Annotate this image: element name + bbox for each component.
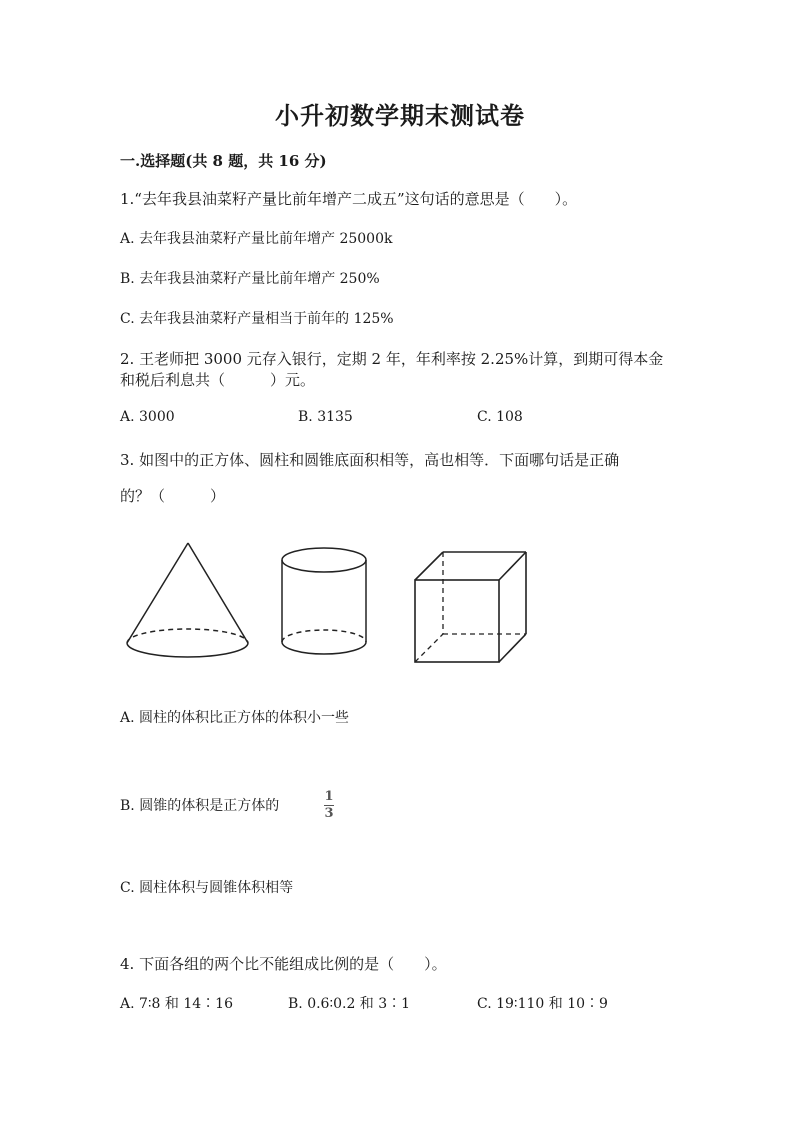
- question-3-option-a: A. 圆柱的体积比正方体的体积小一些: [120, 710, 350, 726]
- fraction-numerator: 1: [324, 789, 334, 804]
- question-2-stem-line2: 和税后利息共（ ）元。: [120, 371, 316, 389]
- question-2-option-b: B. 3135: [298, 409, 353, 425]
- fraction-one-third: [322, 790, 336, 821]
- question-3-stem-line1: 3. 如图中的正方体、圆柱和圆锥底面积相等，高也相等．下面哪句话是正确: [120, 451, 620, 469]
- question-3-option-c: C. 圆柱体积与圆锥体积相等: [120, 880, 294, 896]
- question-1-option-a: A. 去年我县油菜籽产量比前年增产 25000k: [120, 231, 393, 247]
- cylinder-figure: [275, 542, 375, 667]
- question-2-stem-line1: 2. 王老师把 3000 元存入银行，定期 2 年，年利率按 2.25%计算，到期可得本金: [120, 350, 664, 368]
- cube-figure: [408, 545, 533, 670]
- question-1-option-b: B. 去年我县油菜籽产量比前年增产 250%: [120, 271, 380, 287]
- question-3-stem-line2: 的？（ ）: [120, 487, 226, 505]
- question-4-option-a: A. 7∶8 和 14∶16: [120, 996, 233, 1012]
- page-title: 小升初数学期末测试卷: [275, 101, 525, 130]
- question-3-option-b: B. 圆锥的体积是正方体的: [120, 798, 280, 814]
- question-1-stem: 1.“去年我县油菜籽产量比前年增产二成五”这句话的意思是（ ）。: [120, 190, 578, 208]
- question-2-option-c: C. 108: [477, 409, 523, 425]
- fraction-denominator: 3: [324, 806, 334, 821]
- question-4-stem: 4. 下面各组的两个比不能组成比例的是（ ）。: [120, 955, 447, 973]
- question-4-option-c: C. 19∶110 和 10∶9: [477, 996, 608, 1012]
- question-1-option-c: C. 去年我县油菜籽产量相当于前年的 125%: [120, 311, 394, 327]
- cone-figure: [120, 538, 255, 663]
- question-4-option-b: B. 0.6∶0.2 和 3∶1: [288, 996, 411, 1012]
- section-heading: 一.选择题(共 8 题，共 16 分): [120, 152, 327, 170]
- question-2-option-a: A. 3000: [120, 409, 175, 425]
